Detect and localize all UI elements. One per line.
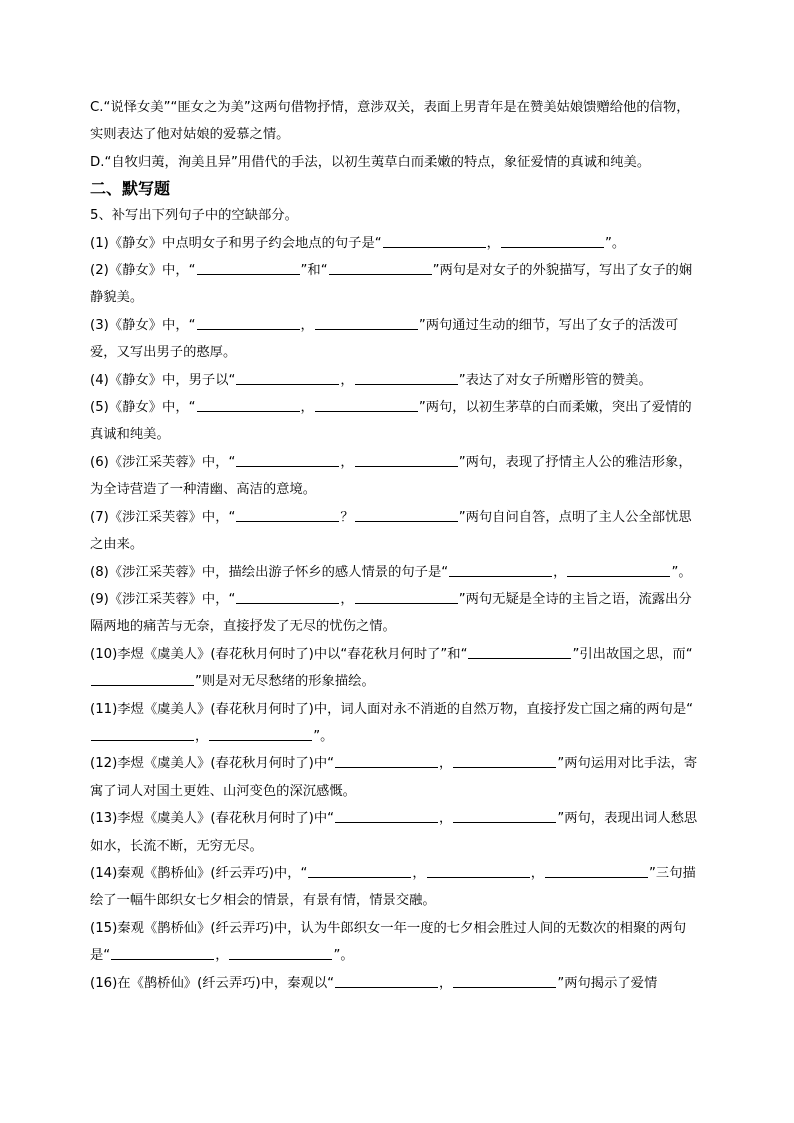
fill-item-14 bbox=[90, 860, 702, 915]
answer-blank[interactable] bbox=[545, 862, 648, 878]
item-text-pre: (13)李煜《虞美人》(春花秋月何时了)中“ bbox=[90, 811, 335, 827]
answer-blank[interactable] bbox=[468, 643, 571, 659]
answer-blank[interactable] bbox=[501, 232, 604, 248]
item-text-post: ”两句通过生动的细节，写出了女子的活泼可爱，又写出男子的憨厚。 bbox=[90, 317, 679, 361]
answer-blank[interactable] bbox=[236, 369, 339, 385]
item-text-post: ”则是对无尽愁绪的形象描绘。 bbox=[195, 674, 375, 690]
fill-item-9 bbox=[90, 586, 702, 641]
fill-item-8 bbox=[90, 559, 702, 586]
answer-blank[interactable] bbox=[335, 972, 438, 988]
item-text-post: ”两句，表现了抒情主人公的雅洁形象，为全诗营造了一种清幽、高洁的意境。 bbox=[90, 454, 692, 498]
item-text-pre: (16)在《鹊桥仙》(纤云弄巧)中，秦观以“ bbox=[90, 975, 335, 991]
option-d: D.“自牧归荑，洵美且异”用借代的手法，以初生荑草白而柔嫩的特点，象征爱情的真诚和纯美。 bbox=[90, 154, 651, 170]
item-text-pre: (14)秦观《鹊桥仙》(纤云弄巧)中，“ bbox=[90, 865, 308, 881]
item-text-mid: ， bbox=[215, 948, 229, 964]
answer-blank[interactable] bbox=[236, 588, 339, 604]
item-text-post: ”两句无疑是全诗的主旨之语，流露出分隔两地的痛苦与无奈，直接抒发了无尽的忧伤之情。 bbox=[90, 591, 692, 635]
answer-blank[interactable] bbox=[209, 725, 312, 741]
item-text-mid: ， bbox=[195, 728, 209, 744]
answer-blank[interactable] bbox=[308, 862, 411, 878]
item-text-pre: (1)《静女》中点明女子和男子约会地点的句子是“ bbox=[90, 235, 382, 251]
answer-blank[interactable] bbox=[197, 259, 300, 275]
answer-blank[interactable] bbox=[453, 972, 556, 988]
item-text-post: ”两句，以初生茅草的白而柔嫩，突出了爱情的真诚和纯美。 bbox=[90, 400, 692, 443]
item-text-pre: (9)《涉江采芙蓉》中，“ bbox=[90, 591, 236, 607]
item-text-pre: (6)《涉江采芙蓉》中，“ bbox=[90, 454, 236, 470]
item-text-post: ”。 bbox=[333, 948, 354, 964]
item-text-post: ”两句揭示了爱情 bbox=[557, 975, 658, 991]
item-text-pre: (12)李煜《虞美人》(春花秋月何时了)中“ bbox=[90, 756, 335, 772]
question-stem: 5、补写出下列句子中的空缺部分。 bbox=[90, 208, 298, 224]
worksheet-page bbox=[90, 94, 702, 997]
item-text-mid: ， bbox=[340, 372, 354, 388]
item-text-mid: ”和“ bbox=[300, 263, 328, 279]
item-text-post: ”两句自问自答，点明了主人公全部忧思之由来。 bbox=[90, 509, 692, 553]
fill-item-16 bbox=[90, 970, 702, 997]
fill-item-7 bbox=[90, 504, 702, 559]
answer-blank[interactable] bbox=[335, 807, 438, 823]
option-c: C.“说怿女美”“匪女之为美”这两句借物抒情，意涉双关，表面上男青年是在赞美姑娘馈赠给他的信物，实则表达了他对姑娘的爱慕之情。 bbox=[90, 100, 690, 143]
answer-blank[interactable] bbox=[427, 862, 530, 878]
item-text-pre: (4)《静女》中，男子以“ bbox=[90, 372, 236, 388]
item-text-pre: (5)《静女》中，“ bbox=[90, 400, 196, 416]
answer-blank[interactable] bbox=[355, 588, 458, 604]
item-text-pre: (3)《静女》中，“ bbox=[90, 317, 196, 333]
fill-item-3 bbox=[90, 312, 702, 367]
item-text-mid: ？ bbox=[340, 509, 354, 525]
item-text-post: ”。 bbox=[313, 728, 334, 744]
fill-item-10 bbox=[90, 641, 702, 696]
fill-item-12 bbox=[90, 750, 702, 805]
answer-blank[interactable] bbox=[329, 259, 432, 275]
section-title: 二、默写题 bbox=[90, 179, 171, 199]
item-text-mid: ， bbox=[439, 756, 453, 772]
item-text-pre: (7)《涉江采芙蓉》中，“ bbox=[90, 509, 236, 525]
answer-blank[interactable] bbox=[315, 396, 418, 412]
item-text-mid: ”引出故国之思，而“ bbox=[572, 646, 693, 662]
item-text-mid: ， bbox=[300, 400, 314, 416]
item-text-post: ”两句运用对比手法，寄寓了词人对国土更姓、山河变色的深沉感慨。 bbox=[90, 756, 698, 799]
answer-blank[interactable] bbox=[236, 506, 339, 522]
fill-item-2 bbox=[90, 257, 702, 312]
item-text-post: ”两句，表现出词人愁思如水，长流不断，无穷无尽。 bbox=[90, 811, 698, 854]
answer-blank[interactable] bbox=[91, 670, 194, 686]
item-text-mid: ， bbox=[412, 865, 426, 881]
answer-blank[interactable] bbox=[355, 369, 458, 385]
answer-blank[interactable] bbox=[453, 752, 556, 768]
answer-blank[interactable] bbox=[355, 451, 458, 467]
item-text-mid: ， bbox=[300, 317, 314, 333]
item-text-mid: ， bbox=[530, 865, 545, 881]
fill-item-4 bbox=[90, 367, 702, 394]
item-text-mid: ， bbox=[439, 811, 453, 827]
answer-blank[interactable] bbox=[355, 506, 458, 522]
item-text-mid: ， bbox=[340, 591, 354, 607]
item-text-mid: ， bbox=[553, 564, 567, 580]
answer-blank[interactable] bbox=[197, 396, 300, 412]
fill-item-5 bbox=[90, 394, 702, 449]
answer-blank[interactable] bbox=[236, 451, 339, 467]
item-text-post: ”。 bbox=[671, 564, 692, 580]
fill-item-13 bbox=[90, 805, 702, 860]
item-text-pre: (2)《静女》中，“ bbox=[90, 263, 196, 279]
item-text-pre: (15)秦观《鹊桥仙》(纤云弄巧)中，认为牛郎织女一年一度的七夕相会胜过人间的无数次的相聚的两句是“ bbox=[90, 920, 687, 964]
fill-item-6 bbox=[90, 449, 702, 504]
answer-blank[interactable] bbox=[111, 944, 214, 960]
answer-blank[interactable] bbox=[91, 725, 194, 741]
item-text-pre: (11)李煜《虞美人》(春花秋月何时了)中，词人面对永不消逝的自然万物，直接抒发亡国之痛的两句是“ bbox=[90, 701, 694, 717]
answer-blank[interactable] bbox=[567, 561, 670, 577]
item-text-pre: (10)李煜《虞美人》(春花秋月何时了)中以“春花秋月何时了”和“ bbox=[90, 646, 468, 662]
fill-item-1 bbox=[90, 230, 702, 257]
item-text-mid: ， bbox=[486, 235, 500, 251]
answer-blank[interactable] bbox=[453, 807, 556, 823]
answer-blank[interactable] bbox=[383, 232, 486, 248]
fill-item-15 bbox=[90, 915, 702, 970]
item-text-pre: (8)《涉江采芙蓉》中，描绘出游子怀乡的感人情景的句子是“ bbox=[90, 564, 449, 580]
item-text-post: ”表达了对女子所赠彤管的赞美。 bbox=[458, 372, 652, 388]
item-text-post: ”两句是对女子的外貌描写，写出了女子的娴静貌美。 bbox=[90, 263, 693, 306]
answer-blank[interactable] bbox=[229, 944, 332, 960]
item-text-post: ”。 bbox=[604, 235, 626, 251]
fill-item-11 bbox=[90, 696, 702, 751]
item-text-mid: ， bbox=[340, 454, 354, 470]
answer-blank[interactable] bbox=[197, 314, 300, 330]
item-text-post: ”三句描绘了一幅牛郎织女七夕相会的情景，有景有情，情景交融。 bbox=[90, 865, 696, 909]
item-text-mid: ， bbox=[439, 975, 453, 991]
answer-blank[interactable] bbox=[335, 752, 438, 768]
answer-blank[interactable] bbox=[449, 561, 552, 577]
answer-blank[interactable] bbox=[315, 314, 418, 330]
